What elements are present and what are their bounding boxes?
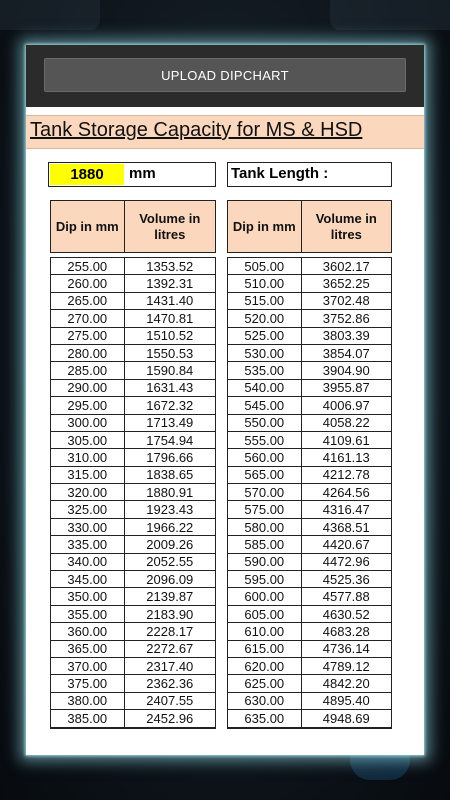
table-row bbox=[228, 380, 391, 397]
table-row bbox=[51, 310, 215, 327]
table-row bbox=[51, 380, 215, 397]
dip-cell: 335.00 bbox=[51, 536, 125, 552]
table-row bbox=[51, 415, 215, 432]
volume-cell: 4895.40 bbox=[322, 693, 370, 709]
table-row bbox=[51, 258, 215, 275]
title-bar bbox=[26, 115, 424, 149]
dip-cell: 560.00 bbox=[228, 449, 302, 465]
dip-cell: 515.00 bbox=[228, 293, 302, 309]
dip-cell: 280.00 bbox=[51, 345, 125, 361]
volume-cell: 1672.32 bbox=[146, 397, 194, 413]
table-row bbox=[228, 675, 391, 692]
table-row bbox=[228, 275, 391, 292]
table-row bbox=[51, 571, 215, 588]
volume-cell: 1470.81 bbox=[146, 310, 194, 326]
volume-cell: 4368.51 bbox=[322, 519, 370, 535]
volume-cell: 3803.39 bbox=[322, 328, 370, 344]
volume-cell: 3904.90 bbox=[322, 363, 370, 379]
dip-cell: 370.00 bbox=[51, 658, 125, 674]
table-row bbox=[228, 345, 391, 362]
volume-cell: 4948.69 bbox=[322, 710, 370, 726]
dip-cell: 510.00 bbox=[228, 275, 302, 291]
table-row bbox=[51, 345, 215, 362]
dip-table-right bbox=[227, 257, 392, 729]
dip-cell: 615.00 bbox=[228, 641, 302, 657]
table-row bbox=[51, 432, 215, 449]
tank-length-label: Tank Length : bbox=[231, 165, 329, 182]
dip-unit: mm bbox=[129, 165, 156, 182]
volume-cell: 4736.14 bbox=[322, 641, 370, 657]
dip-cell: 345.00 bbox=[51, 571, 125, 587]
table-row bbox=[228, 606, 391, 623]
dip-cell: 635.00 bbox=[228, 710, 302, 726]
table-row bbox=[228, 432, 391, 449]
dip-cell: 315.00 bbox=[51, 467, 125, 483]
table-header-left bbox=[50, 200, 216, 253]
dip-cell: 535.00 bbox=[228, 362, 302, 378]
table-row bbox=[228, 623, 391, 640]
page-title: Tank Storage Capacity for MS & HSD bbox=[30, 119, 363, 141]
volume-cell: 2317.40 bbox=[146, 658, 194, 674]
table-row bbox=[51, 501, 215, 518]
volume-cell: 4842.20 bbox=[322, 676, 370, 692]
dip-cell: 545.00 bbox=[228, 397, 302, 413]
table-row bbox=[228, 467, 391, 484]
dip-cell: 630.00 bbox=[228, 693, 302, 709]
table-row bbox=[228, 362, 391, 379]
volume-cell: 4161.13 bbox=[322, 449, 370, 465]
dip-cell: 585.00 bbox=[228, 536, 302, 552]
dip-cell: 340.00 bbox=[51, 554, 125, 570]
dip-cell: 375.00 bbox=[51, 675, 125, 691]
volume-cell: 1880.91 bbox=[146, 484, 194, 500]
header-dip: Dip in mm bbox=[55, 218, 119, 234]
volume-cell: 2096.09 bbox=[146, 571, 194, 587]
volume-cell: 1550.53 bbox=[146, 345, 194, 361]
table-row bbox=[228, 501, 391, 518]
dip-cell: 580.00 bbox=[228, 519, 302, 535]
table-row bbox=[228, 710, 391, 727]
dip-cell: 595.00 bbox=[228, 571, 302, 587]
table-row bbox=[228, 310, 391, 327]
volume-cell: 3652.25 bbox=[322, 276, 370, 292]
table-row bbox=[228, 554, 391, 571]
table-row bbox=[228, 571, 391, 588]
volume-cell: 4789.12 bbox=[322, 658, 370, 674]
dip-cell: 285.00 bbox=[51, 362, 125, 378]
table-row bbox=[228, 658, 391, 675]
table-row bbox=[228, 397, 391, 414]
volume-cell: 1631.43 bbox=[146, 380, 194, 396]
table-row bbox=[51, 449, 215, 466]
table-row bbox=[228, 536, 391, 553]
dip-cell: 265.00 bbox=[51, 293, 125, 309]
dip-cell: 625.00 bbox=[228, 675, 302, 691]
tank-length-field[interactable] bbox=[227, 162, 392, 187]
dip-cell: 365.00 bbox=[51, 641, 125, 657]
dip-cell: 565.00 bbox=[228, 467, 302, 483]
table-row bbox=[51, 623, 215, 640]
volume-cell: 4316.47 bbox=[322, 502, 370, 518]
volume-cell: 2362.36 bbox=[146, 676, 194, 692]
table-row bbox=[228, 293, 391, 310]
dip-cell: 260.00 bbox=[51, 275, 125, 291]
dip-cell: 255.00 bbox=[51, 258, 125, 274]
volume-cell: 3752.86 bbox=[322, 310, 370, 326]
background-decoration bbox=[0, 0, 100, 30]
volume-cell: 2272.67 bbox=[146, 641, 194, 657]
dip-cell: 300.00 bbox=[51, 415, 125, 431]
dip-cell: 520.00 bbox=[228, 310, 302, 326]
volume-cell: 3602.17 bbox=[322, 258, 370, 274]
dip-cell: 575.00 bbox=[228, 501, 302, 517]
dip-cell: 310.00 bbox=[51, 449, 125, 465]
dip-cell: 350.00 bbox=[51, 588, 125, 604]
table-header-right bbox=[227, 200, 392, 253]
dip-field[interactable] bbox=[48, 162, 216, 187]
volume-cell: 4006.97 bbox=[322, 397, 370, 413]
background-decoration bbox=[330, 0, 450, 30]
dip-cell: 290.00 bbox=[51, 380, 125, 396]
volume-cell: 1590.84 bbox=[146, 363, 194, 379]
table-row bbox=[51, 710, 215, 727]
table-row bbox=[51, 675, 215, 692]
table-row bbox=[51, 536, 215, 553]
volume-cell: 2052.55 bbox=[146, 554, 194, 570]
dip-cell: 360.00 bbox=[51, 623, 125, 639]
volume-cell: 4472.96 bbox=[322, 554, 370, 570]
dip-cell: 620.00 bbox=[228, 658, 302, 674]
table-row bbox=[51, 588, 215, 605]
dip-cell: 570.00 bbox=[228, 484, 302, 500]
volume-cell: 1923.43 bbox=[146, 502, 194, 518]
volume-cell: 2228.17 bbox=[146, 623, 194, 639]
dip-value[interactable]: 1880 bbox=[50, 164, 124, 185]
dip-cell: 540.00 bbox=[228, 380, 302, 396]
volume-cell: 3955.87 bbox=[322, 380, 370, 396]
table-row bbox=[228, 415, 391, 432]
dip-cell: 600.00 bbox=[228, 588, 302, 604]
volume-cell: 3854.07 bbox=[322, 345, 370, 361]
volume-cell: 4264.56 bbox=[322, 484, 370, 500]
dip-cell: 550.00 bbox=[228, 415, 302, 431]
table-row bbox=[51, 641, 215, 658]
dip-cell: 530.00 bbox=[228, 345, 302, 361]
table-row bbox=[228, 519, 391, 536]
volume-cell: 1838.65 bbox=[146, 467, 194, 483]
table-row bbox=[51, 658, 215, 675]
volume-cell: 4577.88 bbox=[322, 589, 370, 605]
table-row bbox=[228, 328, 391, 345]
table-row bbox=[51, 467, 215, 484]
table-row bbox=[51, 328, 215, 345]
dip-cell: 320.00 bbox=[51, 484, 125, 500]
table-row bbox=[228, 484, 391, 501]
volume-cell: 4525.36 bbox=[322, 571, 370, 587]
dip-cell: 605.00 bbox=[228, 606, 302, 622]
dip-cell: 385.00 bbox=[51, 710, 125, 726]
volume-cell: 4212.78 bbox=[322, 467, 370, 483]
volume-cell: 2452.96 bbox=[146, 710, 194, 726]
dip-cell: 505.00 bbox=[228, 258, 302, 274]
dip-cell: 325.00 bbox=[51, 501, 125, 517]
dip-cell: 610.00 bbox=[228, 623, 302, 639]
volume-cell: 2183.90 bbox=[146, 606, 194, 622]
table-row bbox=[228, 693, 391, 710]
table-row bbox=[228, 588, 391, 605]
volume-cell: 4058.22 bbox=[322, 415, 370, 431]
table-row bbox=[51, 397, 215, 414]
volume-cell: 1966.22 bbox=[146, 519, 194, 535]
dip-cell: 525.00 bbox=[228, 328, 302, 344]
volume-cell: 4683.28 bbox=[322, 623, 370, 639]
dip-cell: 270.00 bbox=[51, 310, 125, 326]
header-volume: Volume in litres bbox=[301, 201, 391, 252]
table-row bbox=[51, 693, 215, 710]
volume-cell: 4420.67 bbox=[322, 536, 370, 552]
dip-cell: 330.00 bbox=[51, 519, 125, 535]
table-row bbox=[228, 449, 391, 466]
table-row bbox=[51, 519, 215, 536]
dip-cell: 380.00 bbox=[51, 693, 125, 709]
dip-table-left bbox=[50, 257, 216, 729]
table-row bbox=[51, 275, 215, 292]
volume-cell: 1510.52 bbox=[146, 328, 194, 344]
volume-cell: 2009.26 bbox=[146, 536, 194, 552]
dip-cell: 275.00 bbox=[51, 328, 125, 344]
dip-cell: 590.00 bbox=[228, 554, 302, 570]
dip-cell: 305.00 bbox=[51, 432, 125, 448]
volume-cell: 1754.94 bbox=[146, 432, 194, 448]
volume-cell: 1713.49 bbox=[146, 415, 194, 431]
volume-cell: 3702.48 bbox=[322, 293, 370, 309]
volume-cell: 2407.55 bbox=[146, 693, 194, 709]
volume-cell: 1353.52 bbox=[146, 258, 194, 274]
table-row bbox=[228, 258, 391, 275]
dip-cell: 555.00 bbox=[228, 432, 302, 448]
dip-cell: 355.00 bbox=[51, 606, 125, 622]
volume-cell: 4630.52 bbox=[322, 606, 370, 622]
table-row bbox=[51, 484, 215, 501]
dip-cell: 295.00 bbox=[51, 397, 125, 413]
table-row bbox=[51, 554, 215, 571]
table-row bbox=[51, 606, 215, 623]
app-window bbox=[26, 45, 424, 755]
volume-cell: 1796.66 bbox=[146, 449, 194, 465]
volume-cell: 1392.31 bbox=[146, 276, 194, 292]
volume-cell: 2139.87 bbox=[146, 589, 194, 605]
table-row bbox=[51, 293, 215, 310]
table-row bbox=[51, 362, 215, 379]
volume-cell: 1431.40 bbox=[146, 293, 194, 309]
table-row bbox=[228, 641, 391, 658]
top-toolbar bbox=[26, 45, 424, 107]
volume-cell: 4109.61 bbox=[322, 432, 370, 448]
header-dip: Dip in mm bbox=[232, 218, 296, 234]
header-volume: Volume in litres bbox=[124, 201, 215, 252]
upload-dipchart-button[interactable]: UPLOAD DIPCHART bbox=[44, 58, 406, 92]
